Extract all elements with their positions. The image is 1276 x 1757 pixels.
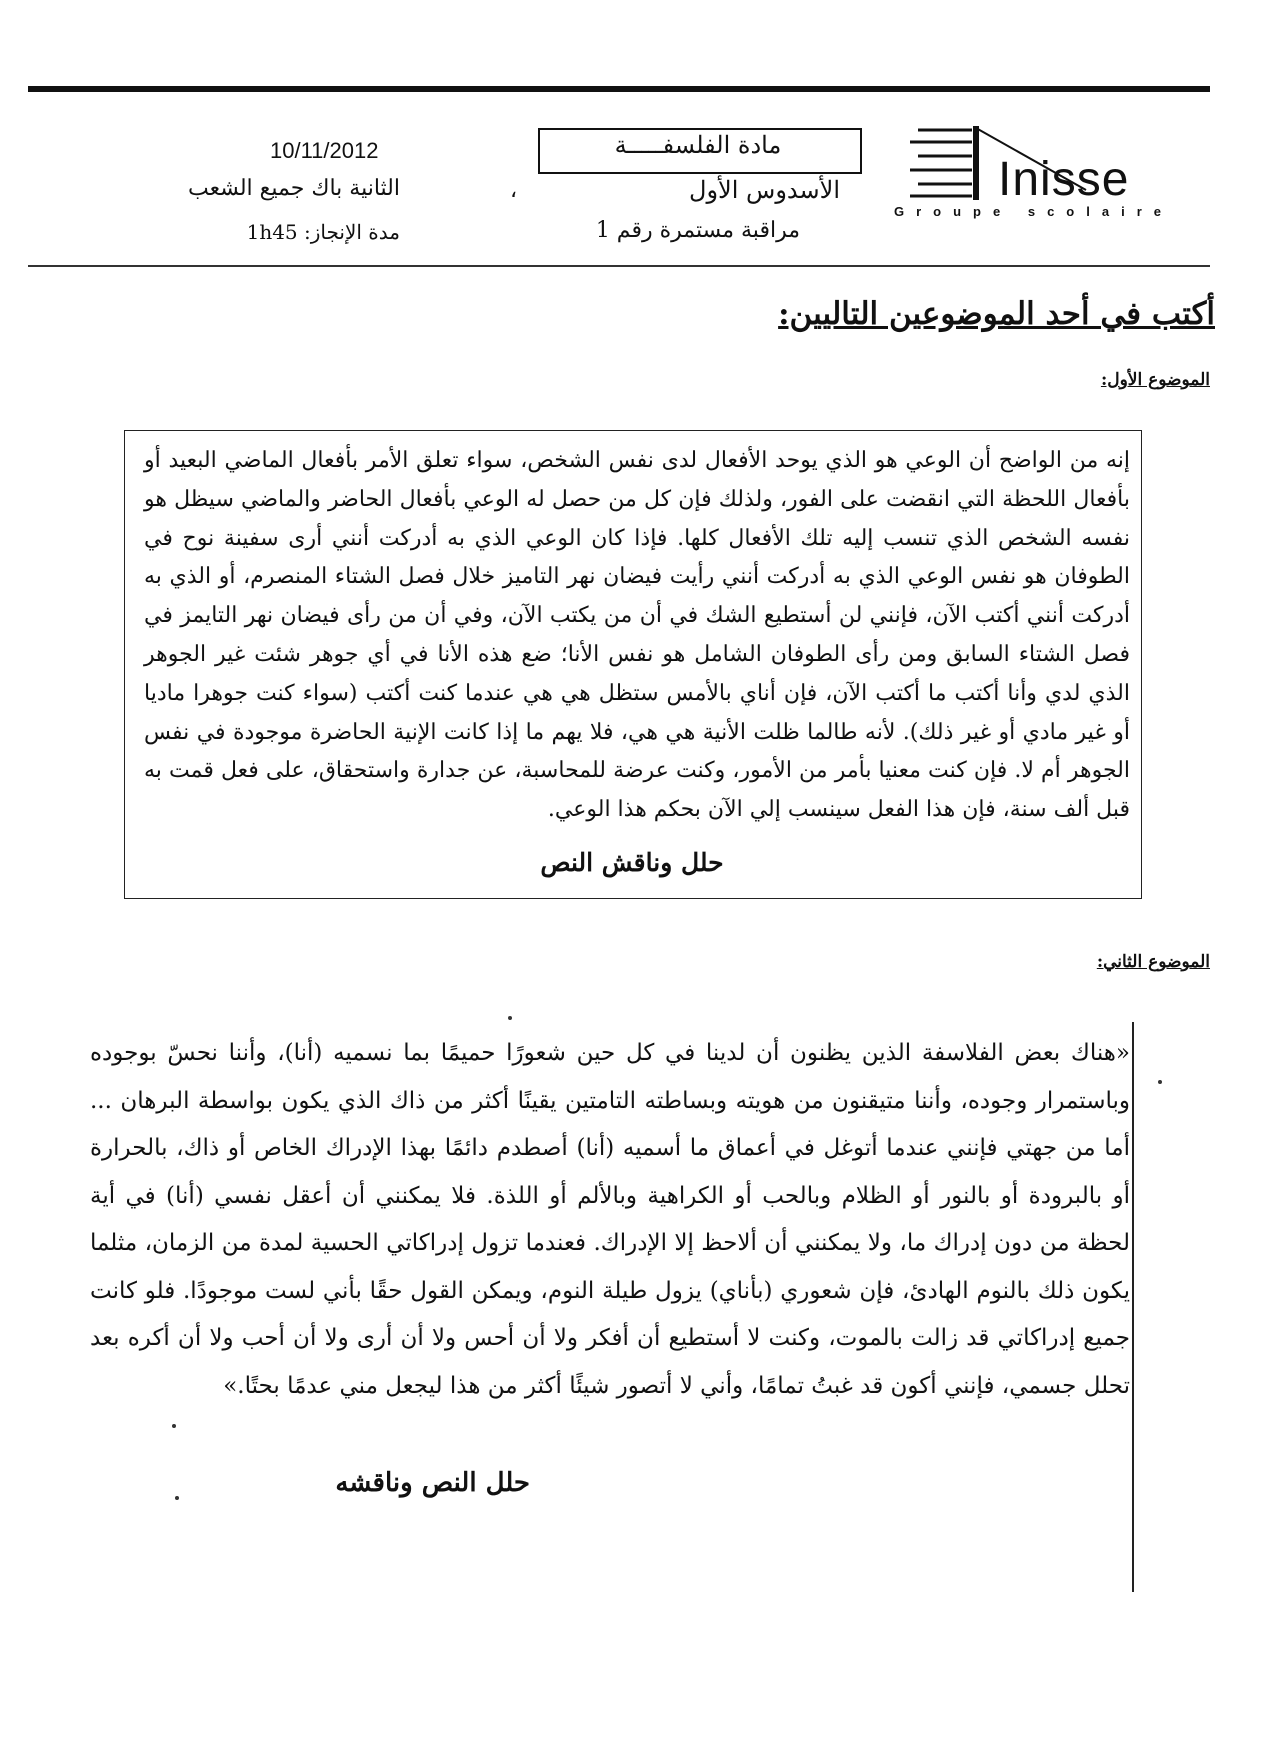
logo-word: Inisse: [998, 153, 1130, 206]
topic1-task: حلل وناقش النص: [540, 848, 724, 877]
exam-date: 10/11/2012: [270, 138, 379, 163]
subject-title: مادة الفلسفـــــة: [614, 131, 782, 159]
logo-subtitle: Groupe scolaire: [894, 204, 1173, 219]
top-rule: [28, 86, 1210, 92]
separator-mark: ،: [510, 178, 518, 203]
topic2-text: «هناك بعض الفلاسفة الذين يظنون أن لدينا في كل حين شعورًا حميمًا بما نسميه (أنا)، وأننا نحسّ بوجوده وباستمرار وجوده، وأننا متيقنون من هويته وبساطته التامتين يقينًا أكثر من ذاك الذي يكون بواسطة البرهان ... أما من جهتي فإنني عندما أتوغل في أعماق ما أسميه (أنا) أصطدم دائمًا بهذا الإدراك الخاص أو ذاك، بالحرارة أو بالبرودة أو بالنور أو الظلام وبالحب أو الكراهية وبالألم أو اللذة. فلا يمكنني أن أعقل نفسي (أنا) في أية لحظة من دون إدراك ما، ولا يمكنني أن ألاحظ إلا الإدراك. فعندما تزول إدراكاتي الحسية لمدة من الزمان، مثلما يكون ذلك بالنوم الهادئ، فإن شعوري (بأناي) يزول طيلة النوم، ويمكن القول حقًا بأني لست موجودًا. فلو كانت جميع إدراكاتي قد زالت بالموت، وكنت لا أستطيع أن أفكر ولا أن أحس ولا أن أرى ولا أن أحب ولا أن أكره بعد تحلل جسمي، فإنني أكون قد غبتُ تمامًا، وأني لا أتصور شيئًا أكثر من هذا ليجعل مني عدمًا بحتًا.»: [90, 1040, 1130, 1399]
scan-speck: [508, 1016, 512, 1020]
exam-number: مراقبة مستمرة رقم 1: [595, 218, 800, 243]
exam-duration: مدة الإنجاز: 1h45: [246, 220, 400, 244]
header-rule: [28, 265, 1210, 267]
scan-speck: [172, 1424, 176, 1428]
class-level: الثانية باك جميع الشعب: [188, 176, 400, 201]
semester-label: الأسدوس الأول: [689, 176, 840, 204]
topic2-side-rule: [1132, 1022, 1134, 1592]
instruction-heading: أكتب في أحد الموضوعين التاليين:: [778, 296, 1215, 332]
topic1-text: إنه من الواضح أن الوعي هو الذي يوحد الأفعال لدى نفس الشخص، سواء تعلق الأمر بأفعال الماضي البعيد أو بأفعال اللحظة التي انقضت على الفور، ولذلك فإن كل من حصل له الوعي بأفعال الحاضر والماضي سيظل هو نفسه الشخص الذي تنسب إليه تلك الأفعال كلها. فإذا كان الوعي الذي به أدركت أنني أرى سفينة نوح في الطوفان هو نفس الوعي الذي به أدركت أنني رأيت فيضان نهر التاميز خلال فصل الشتاء المنصرم، أو الذي به أدركت أنني أكتب الآن، فإنني لن أستطيع الشك في أن من يكتب الآن، وفي أن من رأى فيضان نهر التايمز في فصل الشتاء السابق ومن رأى الطوفان الشامل هو نفس الأنا؛ ضع هذه الأنا في أي جوهر شئت غير الجوهر الذي لدي وأنا أكتب ما أكتب الآن، فإن أناي بالأمس ستظل هي هي عندما كنت أكتب (سواء كنت جوهرا ماديا أو غير مادي أو غير ذلك). لأنه طالما ظلت الأنية هي هي، فلا يهم ما إذا كانت الإنية الحاضرة موجودة في نفس الجوهر أم لا. فإن كنت معنيا بأمر من الأمور، وكنت عرضة للمحاسبة، عن جدارة واستحقاق، على فعل قمت به قبل ألف سنة، فإن هذا الفعل سينسب إلي الآن بحكم هذا الوعي.: [144, 448, 1130, 823]
topic2-task: حلل النص وناقشه: [335, 1468, 530, 1498]
school-logo: [890, 126, 1180, 226]
topic1-label: الموضوع الأول:: [1100, 370, 1210, 390]
topic2-label: الموضوع الثاني:: [1096, 952, 1210, 972]
scan-speck: [1158, 1080, 1162, 1084]
scan-speck: [175, 1496, 179, 1500]
